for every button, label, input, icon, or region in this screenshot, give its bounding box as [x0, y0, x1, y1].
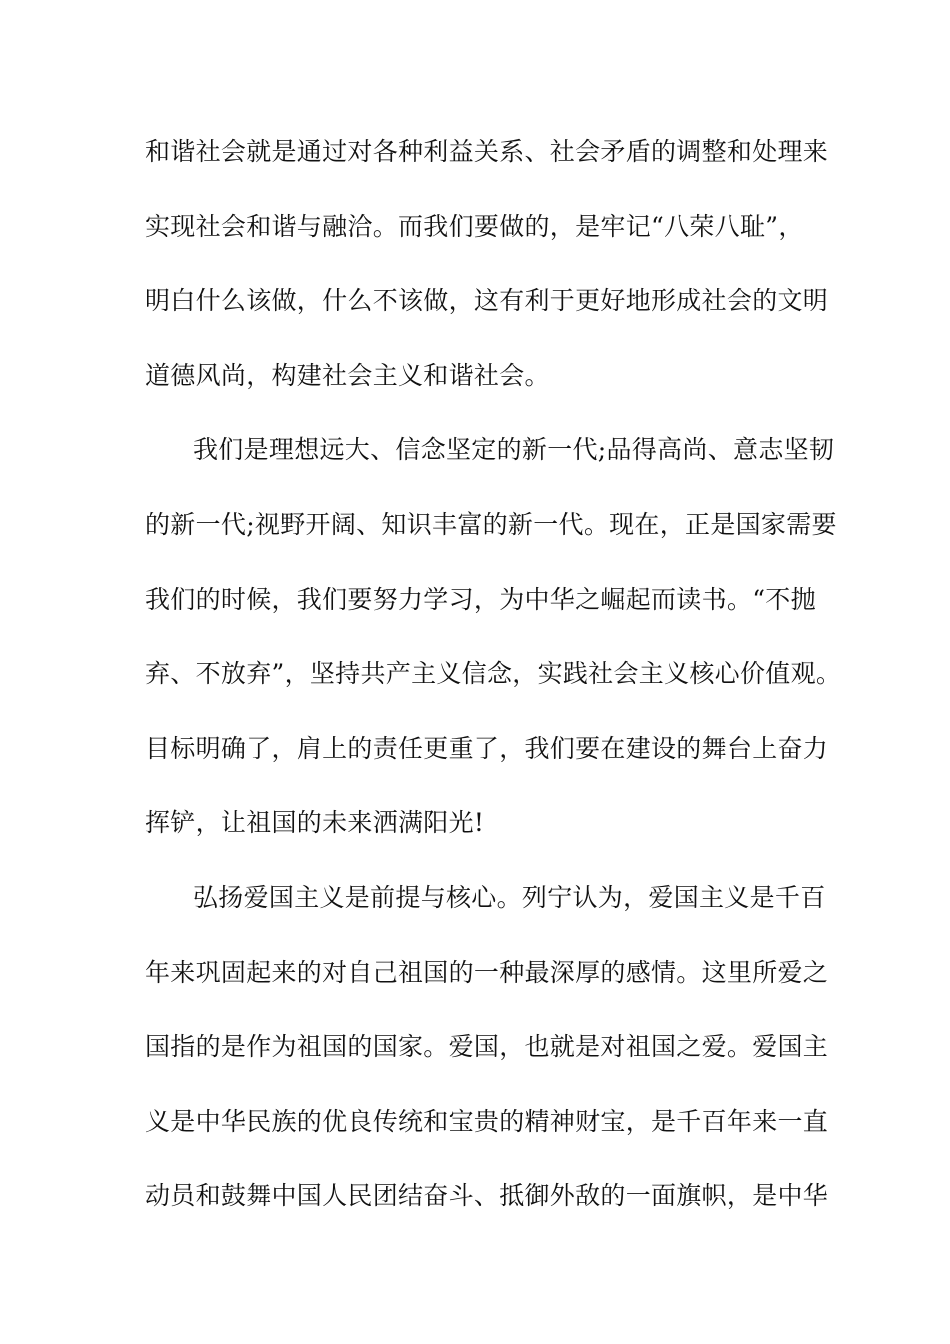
- text-line: 年来巩固起来的对自己祖国的一种最深厚的感情。这里所爱之: [145, 957, 829, 987]
- text-line: 和谐社会就是通过对各种利益关系、社会矛盾的调整和处理来: [145, 137, 829, 166]
- text-line: 明白什么该做，什么不该做，这有利于更好地形成社会的文明: [145, 286, 829, 316]
- text-line: 动员和鼓舞中国人民团结奋斗、抵御外敌的一面旗帜，是中华: [145, 1181, 829, 1211]
- text-line: 弃、不放弃”，坚持共产主义信念，实践社会主义核心价值观。: [145, 659, 842, 689]
- text-line: 国指的是作为祖国的国家。爱国，也就是对祖国之爱。爱国主: [145, 1032, 829, 1062]
- text-line: 我们的时候，我们要努力学习，为中华之崛起而读书。“不抛: [145, 584, 816, 614]
- text-line: 的新一代;视野开阔、知识丰富的新一代。现在，正是国家需要: [145, 509, 837, 539]
- text-line: 挥铲，让祖国的未来洒满阳光!: [145, 808, 485, 838]
- paragraph-first-line: 我们是理想远大、信念坚定的新一代;品得高尚、意志坚韧: [193, 435, 835, 465]
- paragraph-first-line: 弘扬爱国主义是前提与核心。列宁认为，爱国主义是千百: [193, 882, 826, 912]
- text-line: 道德风尚，构建社会主义和谐社会。: [145, 360, 550, 390]
- body-text: [145, 128, 842, 1247]
- text-line: 义是中华民族的优良传统和宝贵的精神财宝，是千百年来一直: [145, 1106, 829, 1136]
- text-line: 目标明确了，肩上的责任更重了，我们要在建设的舞台上奋力: [145, 733, 829, 763]
- text-line: 实现社会和谐与融洽。而我们要做的，是牢记“八荣八耻”，: [145, 211, 804, 241]
